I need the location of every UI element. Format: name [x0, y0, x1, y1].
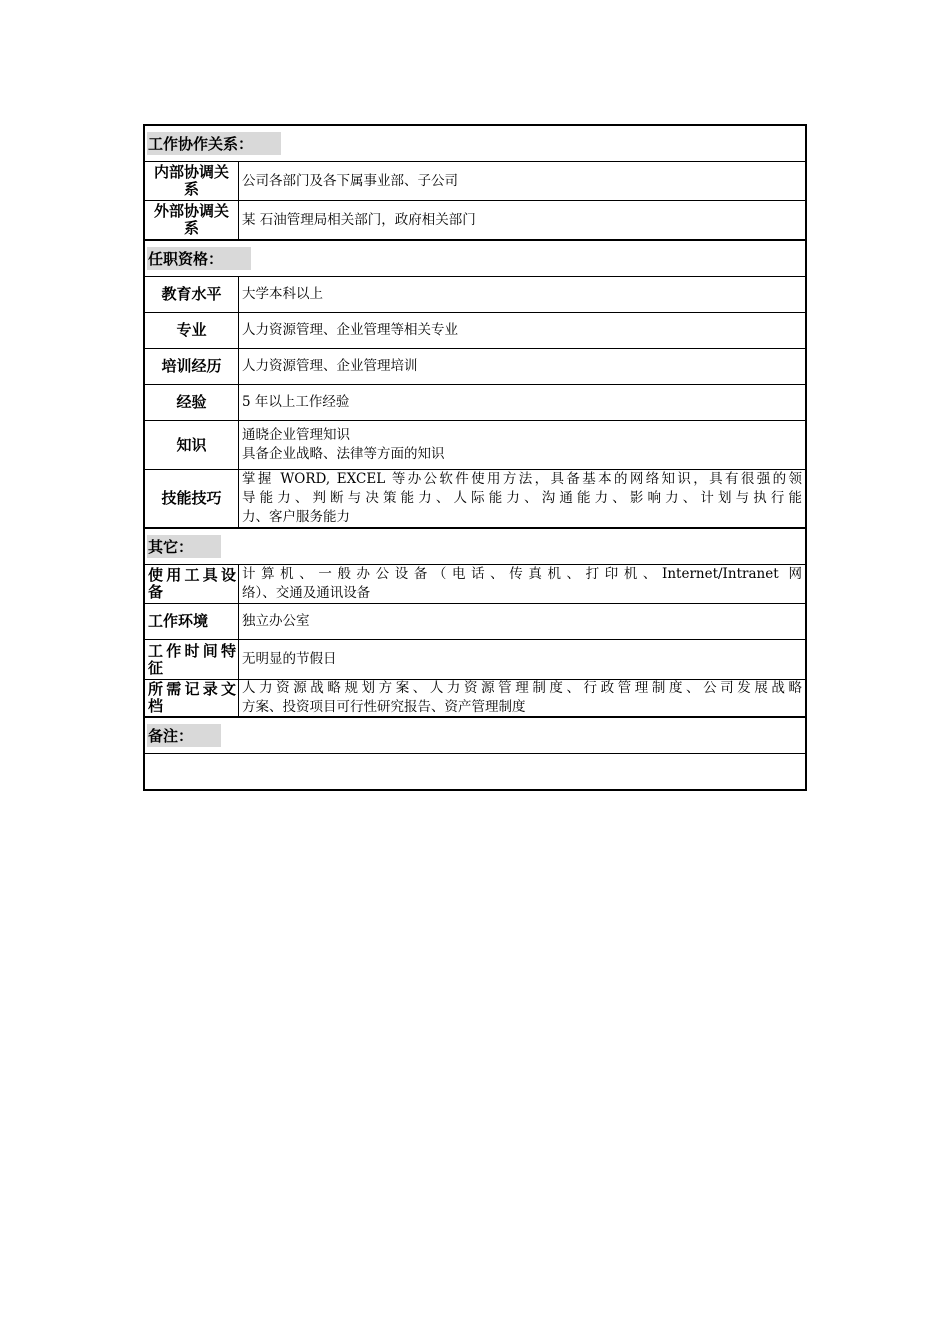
table-row-training: [145, 349, 805, 385]
value-line: 力、客户服务能力: [242, 509, 350, 525]
section-heading-text: 任职资格：: [147, 247, 251, 270]
remarks-content-row: [145, 754, 805, 789]
value-line: 人力资源战略规划方案、人力资源管理制度、行政管理制度、公司发展战略: [242, 680, 802, 696]
row-label: 知识: [145, 421, 239, 469]
row-value: [239, 680, 805, 716]
value-line: 公司各部门及各下属事业部、子公司: [242, 172, 458, 189]
row-value: [239, 277, 805, 312]
row-value: [239, 421, 805, 469]
table-row-documents: [145, 680, 805, 718]
row-value: [239, 385, 805, 420]
remarks-content: [145, 754, 805, 789]
row-value: [239, 470, 805, 527]
value-line: 某 石油管理局相关部门，政府相关部门: [242, 211, 476, 228]
job-description-table: [143, 124, 807, 791]
table-row-knowledge: [145, 421, 805, 470]
value-line: 掌握 WORD, EXCEL 等办公软件使用方法，具备基本的网络知识，具有很强的领: [242, 471, 802, 487]
row-value: [239, 162, 805, 200]
table-row-internal-coordination: [145, 162, 805, 201]
table-row-environment: [145, 604, 805, 640]
section-heading-text: 工作协作关系：: [147, 132, 281, 155]
row-value: [239, 313, 805, 348]
row-value: [239, 349, 805, 384]
section-coordination-heading: [145, 126, 805, 162]
row-label: 内部协调关系: [145, 162, 239, 200]
value-line: 导能力、判断与决策能力、人际能力、沟通能力、影响力、计划与执行能: [242, 490, 802, 506]
value-line: 方案、投资项目可行性研究报告、资产管理制度: [242, 699, 526, 715]
value-line: 计算机、一般办公设备（电话、传真机、打印机、Internet/Intranet 网: [242, 566, 802, 582]
row-label: 技能技巧: [145, 470, 239, 527]
row-label: 教育水平: [145, 277, 239, 312]
table-row-external-coordination: [145, 201, 805, 241]
row-label: 使用工具设备: [145, 565, 239, 603]
value-line: 具备企业战略、法律等方面的知识: [242, 446, 445, 462]
section-remarks-heading: [145, 718, 805, 754]
section-other-heading: [145, 529, 805, 565]
row-label: 外部协调关系: [145, 201, 239, 239]
table-row-education: [145, 277, 805, 313]
value-line: 独立办公室: [242, 613, 310, 629]
row-label: 培训经历: [145, 349, 239, 384]
value-line: 人力资源管理、企业管理培训: [242, 358, 418, 374]
row-label: 专业: [145, 313, 239, 348]
section-heading-text: 其它：: [147, 535, 221, 558]
row-value: [239, 640, 805, 679]
table-row-skills: [145, 470, 805, 529]
table-row-tools: [145, 565, 805, 604]
table-row-experience: [145, 385, 805, 421]
row-value: [239, 604, 805, 639]
value-line: 无明显的节假日: [242, 651, 337, 667]
table-row-major: [145, 313, 805, 349]
value-line: 5 年以上工作经验: [242, 394, 350, 410]
value-line: 大学本科以上: [242, 286, 323, 302]
value-line: 人力资源管理、企业管理等相关专业: [242, 322, 458, 338]
section-qualifications-heading: [145, 241, 805, 277]
row-label: 经验: [145, 385, 239, 420]
row-label: 工作环境: [145, 604, 239, 639]
row-label: 所需记录文档: [145, 680, 239, 716]
row-label: 工作时间特征: [145, 640, 239, 679]
value-line: 络）、交通及通讯设备: [242, 585, 371, 601]
section-heading-text: 备注：: [147, 724, 221, 747]
value-line: 通晓企业管理知识: [242, 427, 350, 443]
row-value: [239, 201, 805, 239]
row-value: [239, 565, 805, 603]
table-row-work-time: [145, 640, 805, 680]
